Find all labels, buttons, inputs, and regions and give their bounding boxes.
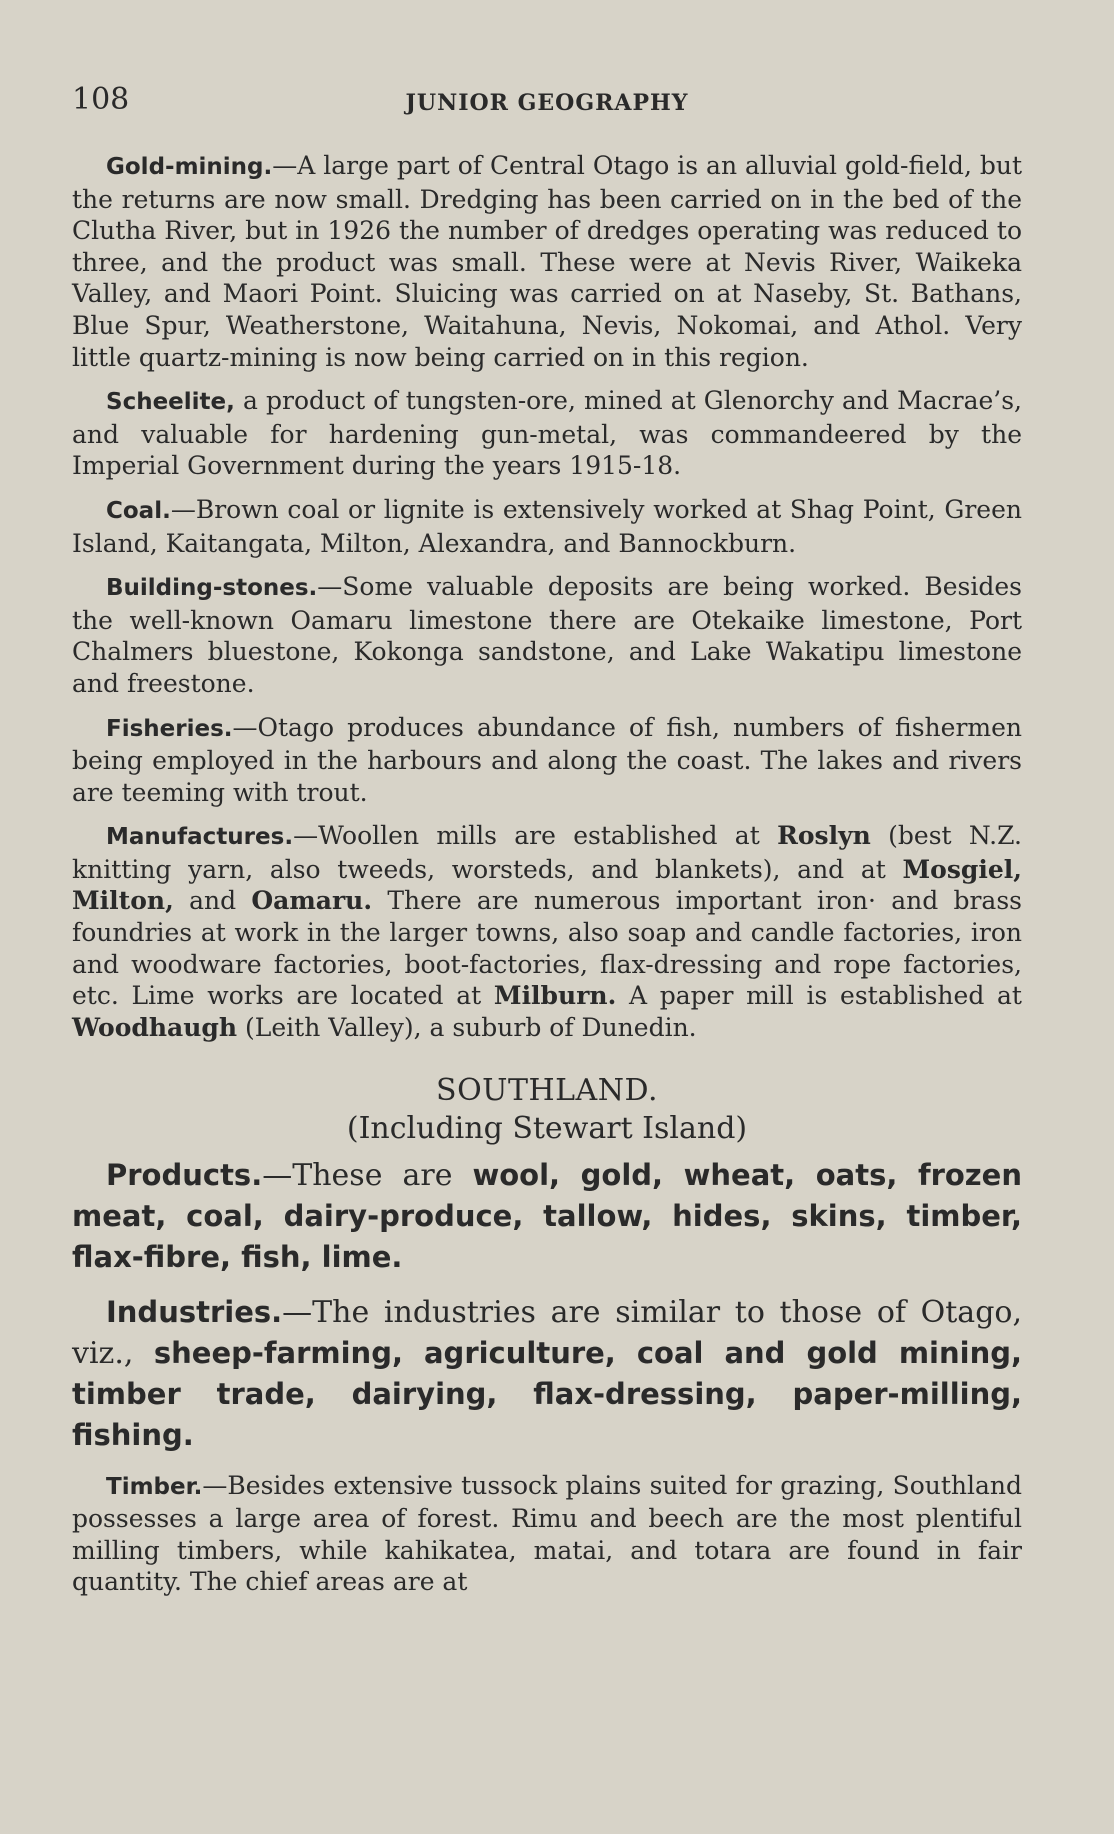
heading-gold-mining: Gold-mining.: [106, 154, 273, 180]
running-title: JUNIOR GEOGRAPHY: [405, 90, 689, 116]
paragraph-products: [72, 1155, 1022, 1278]
paragraph-scheelite: [72, 385, 1022, 482]
paragraph-fisheries: [72, 712, 1022, 809]
section-subtitle: (Including Stewart Island): [346, 1111, 748, 1147]
place-woodhaugh: Woodhaugh: [72, 1012, 238, 1042]
place-mosgiel-milton: Mosgiel, Milton,: [72, 854, 1022, 916]
section-title: SOUTHLAND.: [436, 1073, 658, 1109]
paragraph-gold-mining: [72, 150, 1022, 373]
heading-timber: Timber.: [106, 1473, 203, 1500]
heading-industries: Industries.: [106, 1294, 283, 1329]
text-industries-list: sheep-farming, agriculture, coal and gold mining, timber trade, dairying, flax-dressing, paper-milling, fishing.: [72, 1335, 1022, 1452]
paragraph-coal: [72, 494, 1022, 559]
place-milburn: Milburn.: [493, 981, 617, 1011]
page-number: 108: [72, 82, 130, 117]
paragraph-industries: [72, 1292, 1022, 1456]
text-manufactures-6: (Leith Valley), a suburb of Dunedin.: [237, 1012, 697, 1042]
text-manufactures-3: and: [173, 886, 252, 916]
text-products-list: wool, gold, wheat, oats, frozen meat, coal, dairy-produce, tallow, hides, skins, timber, flax-fibre, fish, lime.: [72, 1157, 1022, 1274]
text-scheelite: a product of tungsten-ore, mined at Glenorchy and Macrae’s, and valuable for hardening gun-metal, was commandeered by the Imperial Government during the years 1915-18.: [72, 386, 1022, 481]
text-gold-mining: —A large part of Central Otago is an alluvial gold-field, but the returns are now small. Dredging has been carried on in the bed of the Clutha River, but in 1926 the number of dredges operating was reduced to three, and the product was small. These were at Nevis River, Waikeka Valley, and Maori Point. Sluicing was carried on at Naseby, St. Bathans, Blue Spur, Weatherstone, Waitahuna, Nevis, Nokomai, and Athol. Very little quartz-mining is now being carried on in this region.: [72, 151, 1022, 372]
heading-building-stones: Building-stones.: [106, 575, 318, 602]
paragraph-building-stones: [72, 571, 1022, 699]
heading-coal: Coal.: [106, 497, 171, 524]
place-roslyn: Roslyn: [777, 821, 871, 851]
paragraph-manufactures: [72, 820, 1022, 1043]
southland-large-paragraphs: [72, 1155, 1022, 1456]
text-products-1: —These are: [262, 1157, 473, 1193]
place-oamaru: Oamaru.: [251, 886, 373, 916]
text-timber: —Besides extensive tussock plains suited for grazing, Southland possesses a large area of forest. Rimu and beech are the most plentiful milling timbers, while kahikatea, matai, and totara are found in fair quantity. The chief areas are at: [72, 1470, 1022, 1597]
text-industries-1: —The industries are similar to those of Otago, viz.,: [72, 1294, 1022, 1371]
heading-products: Products.: [106, 1157, 263, 1192]
paragraph-timber: [72, 1470, 1022, 1598]
heading-manufactures: Manufactures.: [106, 824, 294, 851]
text-fisheries: —Otago produces abundance of fish, numbers of fishermen being employed in the harbours and along the coast. The lakes and rivers are teeming with trout.: [72, 712, 1022, 807]
body-text: [72, 150, 1022, 1610]
text-manufactures-4: There are numerous important iron· and brass foundries at work in the larger towns, also soap and candle factories, iron and woodware factories, boot-factories, flax-dressing and rope factories, etc. Lime works are located at: [72, 886, 1023, 1011]
heading-fisheries: Fisheries.: [106, 715, 233, 742]
text-manufactures-5: A paper mill is established at: [616, 981, 1022, 1011]
text-manufactures-1: —Woollen mills are established at: [293, 821, 778, 851]
page-header: [72, 82, 1022, 122]
text-building-stones: —Some valuable deposits are being worked. Besides the well-known Oamaru limestone there are Otekaike limestone, Port Chalmers bluestone, Kokonga sandstone, and Lake Wakatipu limestone and freestone.: [72, 572, 1022, 698]
text-coal: —Brown coal or lignite is extensively worked at Shag Point, Green Island, Kaitangata, Milton, Alexandra, and Bannockburn.: [72, 494, 1022, 558]
heading-scheelite: Scheelite,: [106, 389, 235, 416]
text-manufactures-2: (best N.Z. knitting yarn, also tweeds, worsteds, and blankets), and at: [72, 821, 1022, 884]
